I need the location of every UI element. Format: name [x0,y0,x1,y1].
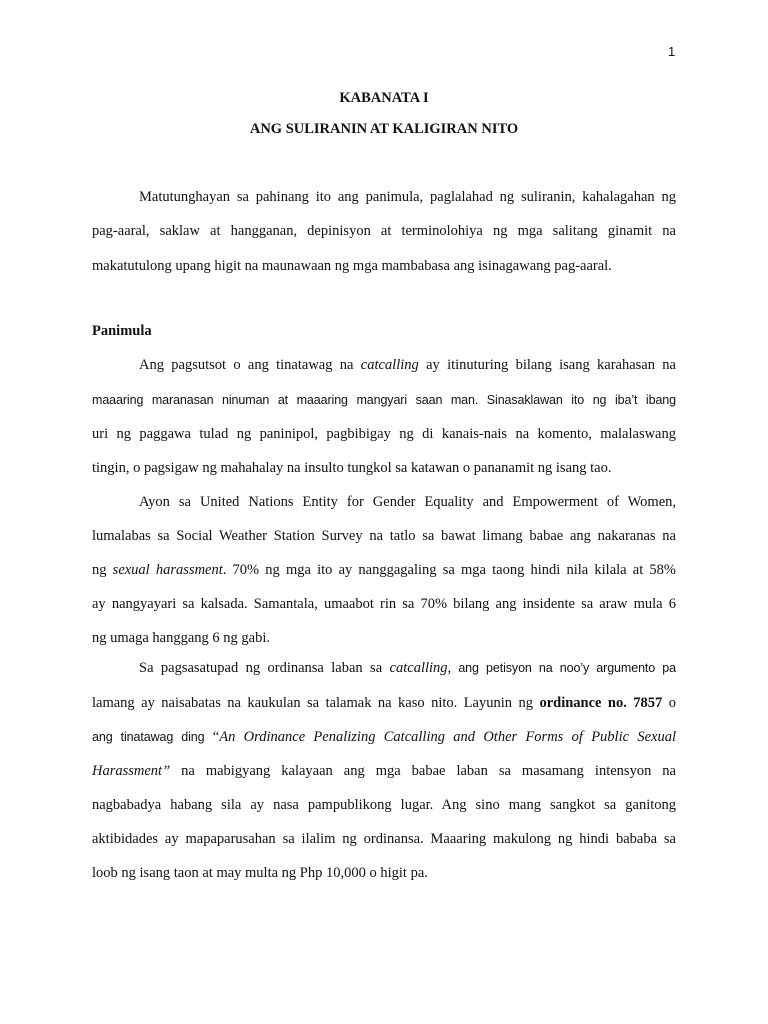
p1-line-1 [139,356,676,374]
p3-line-3 [92,728,676,746]
p2-line-2: lumalabas sa Social Weather Station Survey na tatlo sa bawat limang babae ang nakaranas na [92,528,676,544]
p3-line-1 [139,659,676,677]
text-run: . 70% ng mga ito ay nanggagaling sa mga taong hindi nila kilala at 58% [222,562,676,578]
text-run: Sa pagsasatupad ng ordinansa laban sa [139,660,390,676]
p3-line-4 [92,762,676,780]
ordinance-number: ordinance no. 7857 [539,695,663,711]
text-run: ng [92,562,113,578]
ordinance-title: An Ordinance Penalizing Catcalling and Other Forms of Public Sexual [219,729,676,745]
text-run: ang petisyon na noo’y argumento pa [451,661,676,675]
p2-line-4: ay nangyayari sa kalsada. Samantala, umaabot rin sa 70% bilang ang insidente sa araw mula 6 [92,596,676,612]
p3-line-2 [92,694,676,712]
p1-line-2 [92,391,676,409]
text-run: o [662,695,677,711]
intro-line-3: makatutulong upang higit na maunawaan ng mga mambabasa ang isinagawang pag-aaral. [92,258,612,274]
chapter-title: KABANATA I [339,90,429,106]
text-run: Sinasaklawan ito ng iba’t ibang [486,393,676,407]
term-catcalling: catcalling, [389,660,452,676]
term-sexual-harassment: sexual harassment [112,562,223,578]
intro-line-2: pag-aaral, saklaw at hangganan, depinisyon at terminolohiya ng mga salitang ginamit na [92,223,676,239]
p3-line-6: aktibidades ay mapaparusahan sa ilalim ng ordinansa. Maaaring makulong ng hindi bababa sa [92,831,676,847]
text-run: ay itinuturing bilang isang karahasan na [418,357,676,373]
page-number: 1 [668,44,676,59]
p1-line-4: tingin, o pagsigaw ng mahahalay na insulto tungkol sa katawan o pananamit ng isang tao. [92,460,612,476]
p3-line-5: nagbabadya habang sila ay nasa pampublikong lugar. Ang sino mang sangkot sa ganitong [92,797,676,813]
p2-line-5: ng umaga hanggang 6 ng gabi. [92,630,270,646]
text-run: maaaring maranasan ninuman at maaaring mangyari saan man. [92,393,487,407]
text-run: lamang ay naisabatas na kaukulan sa talamak na kaso nito. Layunin ng [92,695,540,711]
text-run: Ang pagsutsot o ang tinatawag na [139,357,361,373]
p3-line-7: loob ng isang taon at may multa ng Php 10,000 o higit pa. [92,865,428,881]
section-heading-panimula: Panimula [92,323,152,339]
p2-line-1: Ayon sa United Nations Entity for Gender Equality and Empowerment of Women, [139,494,676,510]
chapter-subtitle: ANG SULIRANIN AT KALIGIRAN NITO [249,121,519,137]
p2-line-3 [92,561,676,579]
ordinance-title-end: Harassment” [92,763,171,779]
text-run: ang tinatawag ding [92,730,205,744]
text-run: na mabigyang kalayaan ang mga babae laban sa masamang intensyon na [170,763,676,779]
intro-line-1: Matutunghayan sa pahinang ito ang panimula, paglalahad ng suliranin, kahalagahan ng [139,189,676,205]
p1-line-3: uri ng paggawa tulad ng paninipol, pagbibigay ng di kanais-nais na komento, malalaswang [92,426,676,442]
term-catcalling: catcalling [360,357,419,373]
text-run: “ [204,729,220,745]
